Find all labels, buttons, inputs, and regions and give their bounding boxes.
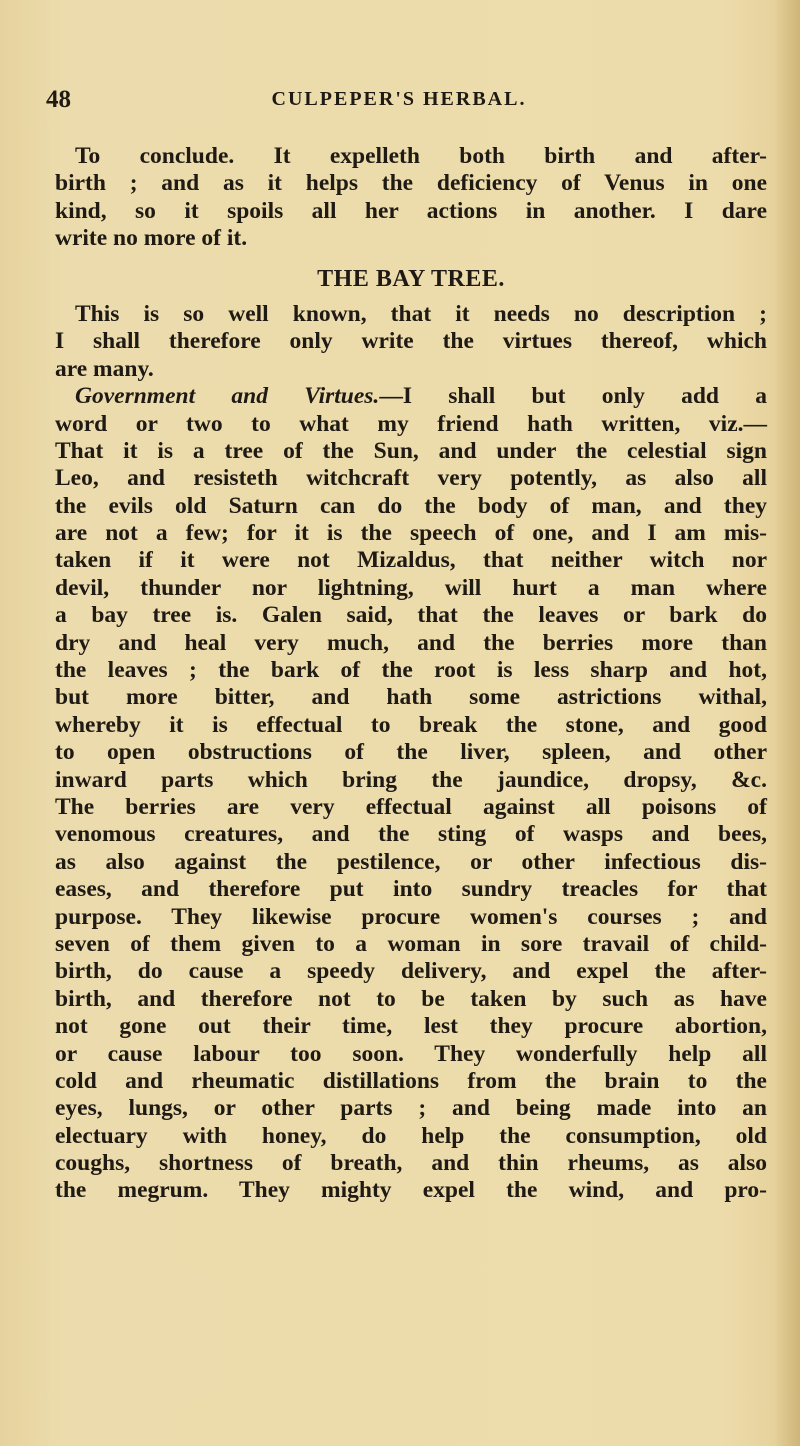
text-line: cold and rheumatic distillations from the brain to the: [55, 1067, 767, 1094]
text-line: birth ; and as it helps the deficiency of Venus in one: [55, 170, 767, 197]
text-line: electuary with honey, do help the consumption, old: [55, 1122, 767, 1149]
text-line: word or two to what my friend hath written, viz.—: [55, 410, 767, 437]
text-line: eyes, lungs, or other parts ; and being made into an: [55, 1095, 767, 1122]
text-line: whereby it is effectual to break the stone, and good: [55, 711, 767, 738]
body-text: [55, 143, 767, 1205]
text-run: —I shall but only add a: [379, 383, 768, 410]
paragraph-government-virtues: [55, 383, 767, 1205]
text-line: I shall therefore only write the virtues thereof, which: [55, 328, 767, 355]
text-line: Leo, and resisteth witchcraft very potently, as also all: [55, 465, 767, 492]
section-title: THE BAY TREE.: [317, 265, 505, 292]
text-line: dry and heal very much, and the berries more than: [55, 629, 767, 656]
text-line: eases, and therefore put into sundry treacles for that: [55, 876, 767, 903]
text-line: This is so well known, that it needs no description ;: [75, 300, 767, 327]
text-line: [55, 383, 767, 410]
text-line: are many.: [55, 355, 154, 382]
text-line: a bay tree is. Galen said, that the leaves or bark do: [55, 602, 767, 629]
page-number: 48: [46, 86, 71, 113]
text-line: but more bitter, and hath some astrictions withal,: [55, 684, 767, 711]
text-line: devil, thunder nor lightning, will hurt a man where: [55, 574, 767, 601]
run-in-heading: Government and Virtues.: [75, 383, 380, 410]
text-line: write no more of it.: [55, 225, 248, 252]
paragraph-description: [55, 301, 767, 383]
text-line: to open obstructions of the liver, spleen, and other: [55, 739, 767, 766]
text-line: purpose. They likewise procure women's courses ; and: [55, 903, 767, 930]
text-line: coughs, shortness of breath, and thin rheums, as also: [55, 1150, 767, 1177]
text-line: inward parts which bring the jaundice, dropsy, &c.: [55, 766, 767, 793]
paragraph-conclusion: [55, 143, 767, 253]
text-line: seven of them given to a woman in sore travail of child-: [55, 930, 767, 957]
text-line: That it is a tree of the Sun, and under the celestial sign: [55, 437, 767, 464]
text-line: To conclude. It expelleth both birth and after-: [75, 143, 767, 169]
text-line: or cause labour too soon. They wonderfully help all: [55, 1040, 767, 1067]
text-line: are not a few; for it is the speech of one, and I am mis-: [55, 520, 767, 547]
running-head: CULPEPER'S HERBAL.: [271, 88, 527, 110]
text-line: the leaves ; the bark of the root is less sharp and hot,: [55, 657, 767, 684]
text-line: kind, so it spoils all her actions in another. I dare: [55, 197, 767, 224]
text-line: birth, and therefore not to be taken by such as have: [55, 985, 767, 1012]
text-line: venomous creatures, and the sting of wasps and bees,: [55, 821, 767, 848]
text-line: not gone out their time, lest they procure abortion,: [55, 1013, 767, 1040]
text-line: birth, do cause a speedy delivery, and expel the after-: [55, 958, 767, 985]
page-header: [46, 86, 752, 116]
text-line: the evils old Saturn can do the body of man, and they: [55, 492, 767, 519]
page-edge-shadow: [774, 0, 800, 1446]
text-line: The berries are very effectual against all poisons of: [55, 794, 767, 820]
text-line: taken if it were not Mizaldus, that neither witch nor: [55, 547, 767, 574]
text-line: the megrum. They mighty expel the wind, and pro-: [55, 1177, 767, 1204]
text-line: as also against the pestilence, or other infectious dis-: [55, 848, 767, 875]
